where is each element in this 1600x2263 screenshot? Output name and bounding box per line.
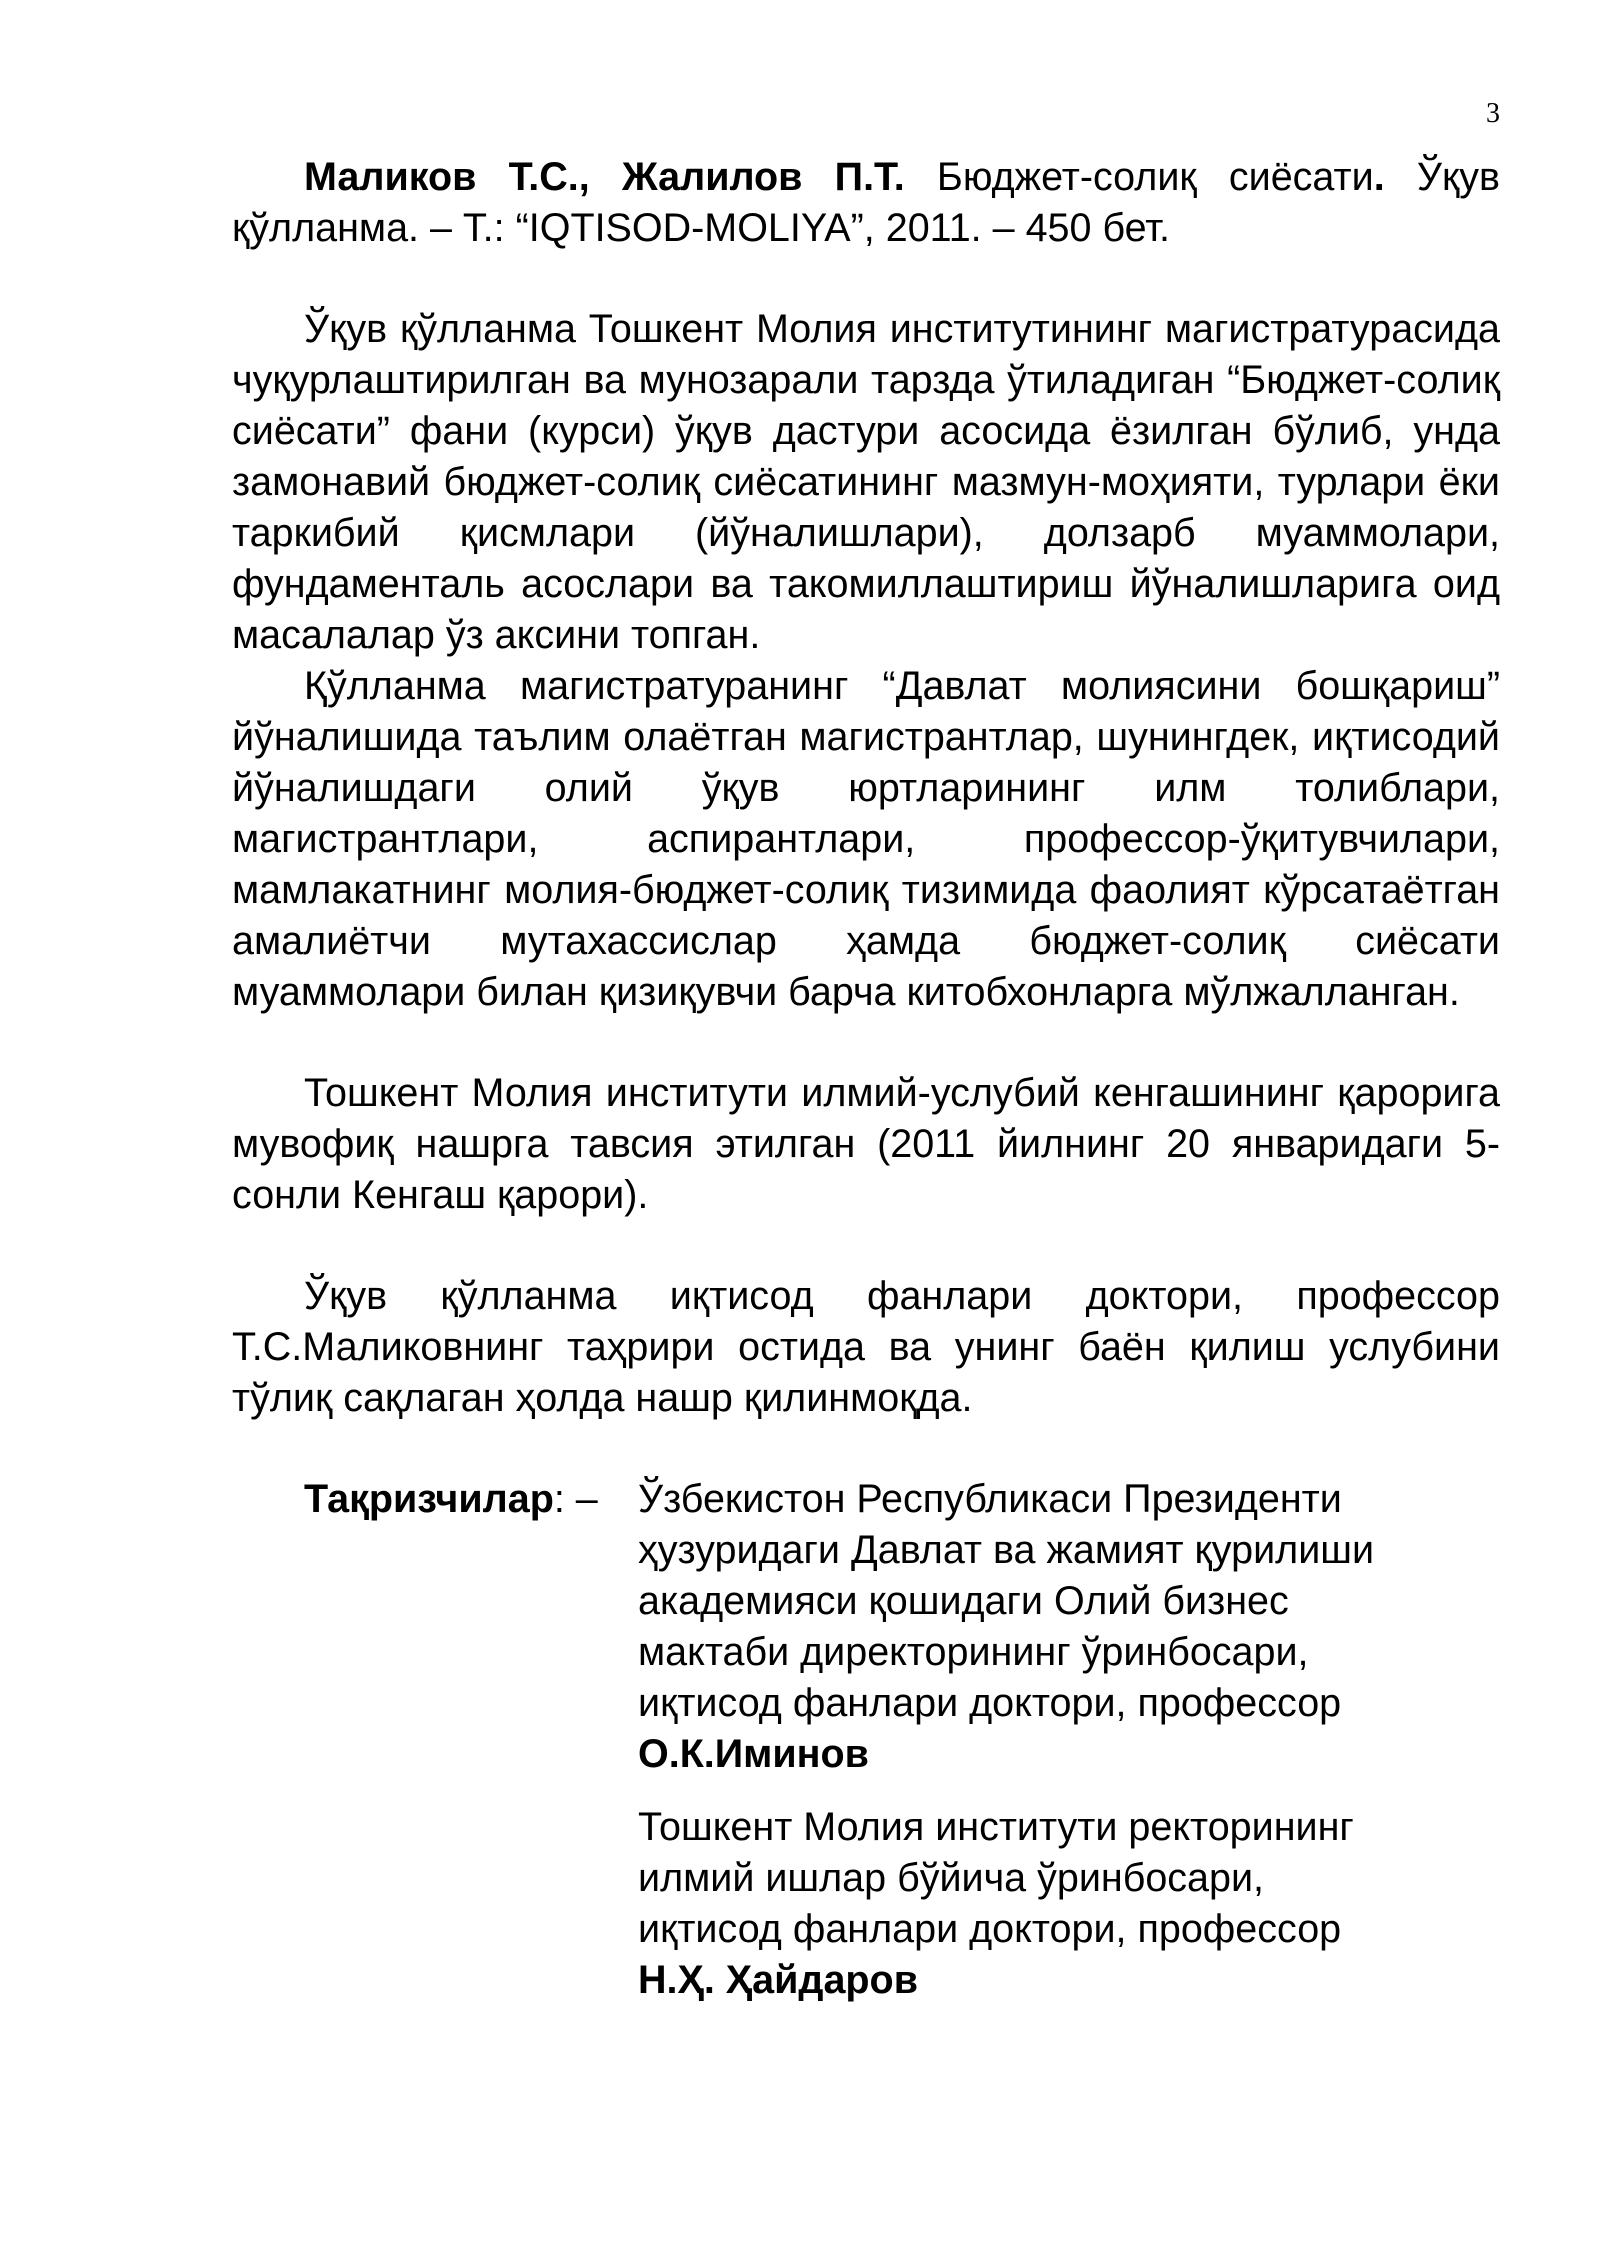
reviewer-1-line: мактаби директорининг ўринбосари, (638, 1630, 1309, 1674)
reviewer-2 (638, 1802, 1500, 2006)
reviewer-1-line: академияси қошидаги Олий бизнес (638, 1579, 1289, 1623)
reviewers-label: Тақризчилар: – (304, 1477, 598, 1521)
citation-authors: Маликов Т.С., Жалилов П.Т. (304, 155, 905, 199)
annotation-paragraph: Ўқув қўлланма Тошкент Молия институтининг магистратурасида чуқурлаштирилган ва мунозарали тарзда ўтиладиган “Бюджет-солиқ сиёсати” фани (курси) ўқув дастури асосида ёзилган бўлиб, унда замонавий бюджет-солиқ сиёсатининг мазмун-моҳияти, турлари ёки таркибий қисмлари (йўналишлари), долзарб муаммолари, фундаменталь асослари ва такомиллаштириш йўналишларига оид масалалар ўз аксини топган. (232, 307, 1500, 657)
approval-paragraph: Тошкент Молия институти илмий-услубий кенгашининг қарорига мувофиқ нашрга тавсия этилган (2011 йилнинг 20 январидаги 5-сонли Кенгаш қарори). (232, 1071, 1500, 1217)
editor-paragraph: Ўқув қўлланма иқтисод фанлари доктори, профессор Т.С.Маликовнинг таҳрири остида ва унинг баён қилиш услубини тўлиқ сақлаган ҳолда нашр қилинмоқда. (232, 1274, 1500, 1420)
reviewer-1-line: иқтисод фанлари доктори, профессор (638, 1681, 1342, 1725)
reviewer-1-line: ҳузуридаги Давлат ва жамият қурилиши (638, 1528, 1375, 1572)
citation-dot: . (1373, 155, 1385, 199)
reviewer-2-line: Тошкент Молия институти ректорининг (638, 1805, 1354, 1849)
reviewer-1-line: Ўзбекистон Республикаси Президенти (638, 1477, 1342, 1521)
citation-title: Бюджет-солиқ сиёсати (904, 155, 1374, 199)
reviewer-2-name: Н.Ҳ. Ҳайдаров (638, 1958, 918, 2002)
citation-rest: Ўқув қўлланма. – Т.: “IQTISOD-MOLIYA”, 2011. – 450 бет. (232, 155, 1501, 250)
reviewer-2-line: иқтисод фанлари доктори, профессор (638, 1907, 1342, 1951)
reviewer-1-name: О.К.Иминов (638, 1732, 869, 1776)
reviewers-separator: : – (553, 1477, 598, 1521)
reviewers-section (232, 1474, 1500, 2006)
reviewer-1 (638, 1474, 1500, 1780)
citation (232, 152, 1500, 254)
document-body (232, 152, 1500, 2006)
reviewer-2-line: илмий ишлар бўйича ўринбосари, (638, 1856, 1265, 1900)
page-number: 3 (1486, 98, 1500, 129)
audience-paragraph: Қўлланма магистратуранинг “Давлат молиясини бошқариш” йўналишида таълим олаётган магистрантлар, шунингдек, иқтисодий йўналишдаги олий ўқув юртларининг илм толиблари, магистрантлари, аспирантлари, профессор-ўқитувчилари, мамлакатнинг молия-бюджет-солиқ тизимида фаолият кўрсатаётган амалиётчи мутахассислар ҳамда бюджет-солиқ сиёсати муаммолари билан қизиқувчи барча китобхонларга мўлжалланган. (232, 664, 1500, 1014)
